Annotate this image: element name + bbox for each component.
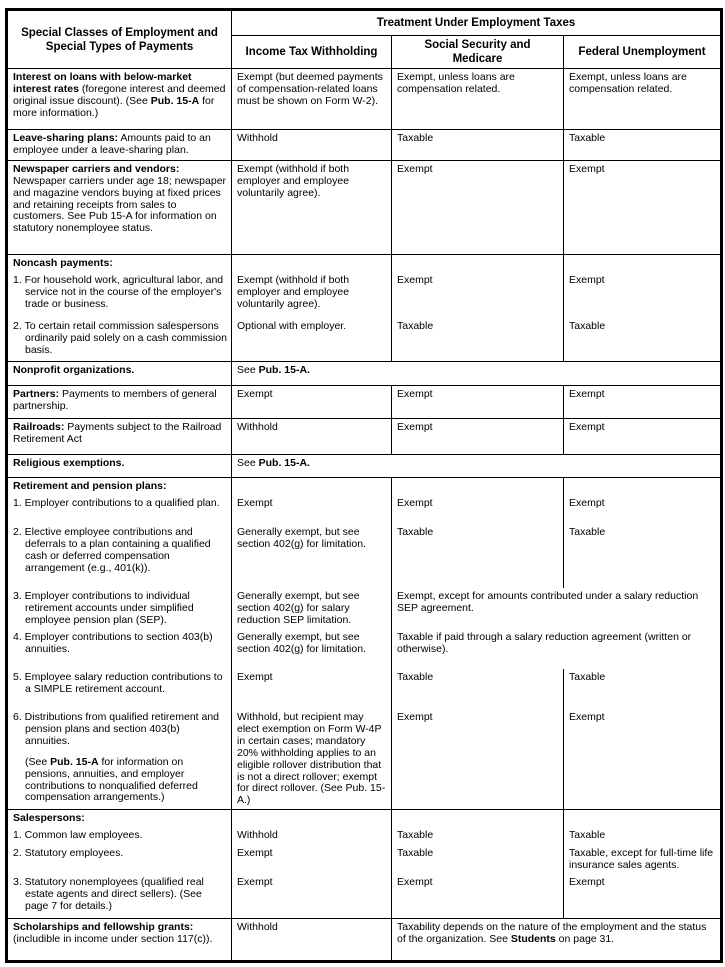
header-special-classes: Special Classes of Employment and Special Types of Payments [7, 10, 232, 69]
retirement-item6-withholding: Withhold, but recipient may elect exemption on Form W-4P in certain cases; mandatory 20% withholding applies to an eligible rollover distribution that is not a direct rollover; exempt for direct rollover. (See Pub. 15-A.) [232, 709, 392, 809]
leave-sharing-futa: Taxable [564, 130, 722, 161]
row-noncash-item2 [7, 318, 722, 362]
noncash-item1-description: 1. For household work, agricultural labor, and service not in the course of the employer's trade or business. [7, 272, 232, 318]
retirement-item3-withholding: Generally exempt, but see section 402(g) for salary reduction SEP limitation. [232, 588, 392, 629]
retirement-header-label: Retirement and pension plans: [7, 478, 232, 495]
retirement-item2-withholding: Generally exempt, but see section 402(g) for limitation. [232, 524, 392, 588]
retirement-header-withholding [232, 478, 392, 495]
retirement-item4-withholding: Generally exempt, but see section 402(g) for limitation. [232, 629, 392, 669]
retirement-item2-ss-medicare: Taxable [392, 524, 564, 588]
noncash-item2-ss-medicare: Taxable [392, 318, 564, 362]
interest-loans-withholding: Exempt (but deemed payments of compensation-related loans must be shown on Form W-2). [232, 69, 392, 130]
retirement-item5-withholding: Exempt [232, 669, 392, 709]
noncash-item1-futa: Exempt [564, 272, 722, 318]
retirement-header-ss-medicare [392, 478, 564, 495]
row-salespersons-header [7, 810, 722, 827]
retirement-item5-description: 5. Employee salary reduction contributions to a SIMPLE retirement account. [7, 669, 232, 709]
retirement-item5-ss-medicare: Taxable [392, 669, 564, 709]
noncash-header-label: Noncash payments: [7, 255, 232, 272]
noncash-header-withholding [232, 255, 392, 272]
retirement-item3-treatment: Exempt, except for amounts contributed under a salary reduction SEP agreement. [392, 588, 722, 629]
partners-futa: Exempt [564, 386, 722, 419]
row-noncash-item1 [7, 272, 722, 318]
noncash-item2-withholding: Optional with employer. [232, 318, 392, 362]
retirement-item6-futa: Exempt [564, 709, 722, 809]
row-scholarships [7, 919, 722, 962]
noncash-item1-withholding: Exempt (withhold if both employer and employee voluntarily agree). [232, 272, 392, 318]
retirement-item4-description: 4. Employer contributions to section 403(b) annuities. [7, 629, 232, 669]
retirement-item2-description: 2. Elective employee contributions and deferrals to a plan containing a qualified cash or deferred compensation arrangement (e.g., 401(k)). [7, 524, 232, 588]
noncash-item2-description: 2. To certain retail commission salespersons ordinarily paid solely on a cash commission basis. [7, 318, 232, 362]
salespersons-item1-futa: Taxable [564, 827, 722, 845]
row-partners [7, 386, 722, 419]
leave-sharing-ss-medicare: Taxable [392, 130, 564, 161]
scholarships-withholding: Withhold [232, 919, 392, 962]
railroads-description: Railroads: Payments subject to the Railroad Retirement Act [7, 419, 232, 455]
header-social-security-medicare: Social Security and Medicare [392, 36, 564, 69]
newspaper-withholding: Exempt (withhold if both employer and employee voluntarily agree). [232, 161, 392, 255]
salespersons-item2-withholding: Exempt [232, 845, 392, 874]
header-federal-unemployment: Federal Unemployment [564, 36, 722, 69]
retirement-item1-withholding: Exempt [232, 495, 392, 524]
nonprofit-description: Nonprofit organizations. [7, 362, 232, 386]
leave-sharing-withholding: Withhold [232, 130, 392, 161]
row-retirement-item1 [7, 495, 722, 524]
employment-taxes-table [5, 8, 723, 963]
noncash-item2-futa: Taxable [564, 318, 722, 362]
interest-loans-futa: Exempt, unless loans are compensation related. [564, 69, 722, 130]
row-retirement-item6 [7, 709, 722, 809]
retirement-item3-description: 3. Employer contributions to individual retirement accounts under simplified employee pension plan (SEP). [7, 588, 232, 629]
row-interest-loans [7, 69, 722, 130]
noncash-header-ss-medicare [392, 255, 564, 272]
row-leave-sharing [7, 130, 722, 161]
header-treatment-title: Treatment Under Employment Taxes [232, 10, 722, 36]
row-newspaper-carriers [7, 161, 722, 255]
partners-withholding: Exempt [232, 386, 392, 419]
salespersons-item2-description: 2. Statutory employees. [7, 845, 232, 874]
retirement-item6-ss-medicare: Exempt [392, 709, 564, 809]
row-retirement-item3 [7, 588, 722, 629]
partners-description: Partners: Payments to members of general partnership. [7, 386, 232, 419]
interest-loans-description: Interest on loans with below-market interest rates (foregone interest and deemed original issue discount). (See Pub. 15-A for more information.) [7, 69, 232, 130]
row-religious [7, 455, 722, 478]
salespersons-item2-futa: Taxable, except for full-time life insurance sales agents. [564, 845, 722, 874]
scholarships-treatment: Taxability depends on the nature of the employment and the status of the organization. See Students on page 31. [392, 919, 722, 962]
salespersons-item1-description: 1. Common law employees. [7, 827, 232, 845]
salespersons-header-withholding [232, 810, 392, 827]
noncash-header-futa [564, 255, 722, 272]
salespersons-header-futa [564, 810, 722, 827]
salespersons-item3-withholding: Exempt [232, 874, 392, 919]
salespersons-item1-ss-medicare: Taxable [392, 827, 564, 845]
railroads-ss-medicare: Exempt [392, 419, 564, 455]
retirement-item1-ss-medicare: Exempt [392, 495, 564, 524]
header-income-tax-withholding: Income Tax Withholding [232, 36, 392, 69]
row-retirement-item2 [7, 524, 722, 588]
retirement-header-futa [564, 478, 722, 495]
retirement-item1-description: 1. Employer contributions to a qualified plan. [7, 495, 232, 524]
salespersons-header-ss-medicare [392, 810, 564, 827]
leave-sharing-description: Leave-sharing plans: Amounts paid to an employee under a leave-sharing plan. [7, 130, 232, 161]
retirement-item5-futa: Taxable [564, 669, 722, 709]
retirement-item2-futa: Taxable [564, 524, 722, 588]
row-railroads [7, 419, 722, 455]
row-salespersons-item2 [7, 845, 722, 874]
noncash-item1-ss-medicare: Exempt [392, 272, 564, 318]
salespersons-item2-ss-medicare: Taxable [392, 845, 564, 874]
salespersons-item3-description: 3. Statutory nonemployees (qualified real estate agents and direct sellers). (See page 7 for details.) [7, 874, 232, 919]
retirement-item1-futa: Exempt [564, 495, 722, 524]
salespersons-item3-futa: Exempt [564, 874, 722, 919]
religious-treatment: See Pub. 15-A. [232, 455, 722, 478]
row-retirement-item5 [7, 669, 722, 709]
header-row-treatment [7, 10, 722, 36]
newspaper-description: Newspaper carriers and vendors: Newspaper carriers under age 18; newspaper and magazine vendors buying at fixed prices and retaining receipts from sales to customers. See Pub 15-A for information on statutory nonemployee status. [7, 161, 232, 255]
salespersons-item3-ss-medicare: Exempt [392, 874, 564, 919]
scholarships-description: Scholarships and fellowship grants: (includible in income under section 117(c)). [7, 919, 232, 962]
newspaper-ss-medicare: Exempt [392, 161, 564, 255]
row-retirement-header [7, 478, 722, 495]
interest-loans-ss-medicare: Exempt, unless loans are compensation related. [392, 69, 564, 130]
religious-description: Religious exemptions. [7, 455, 232, 478]
retirement-item4-treatment: Taxable if paid through a salary reduction agreement (written or otherwise). [392, 629, 722, 669]
salespersons-header-label: Salespersons: [7, 810, 232, 827]
railroads-futa: Exempt [564, 419, 722, 455]
row-salespersons-item1 [7, 827, 722, 845]
salespersons-item1-withholding: Withhold [232, 827, 392, 845]
newspaper-futa: Exempt [564, 161, 722, 255]
row-noncash-header [7, 255, 722, 272]
row-nonprofit [7, 362, 722, 386]
railroads-withholding: Withhold [232, 419, 392, 455]
nonprofit-treatment: See Pub. 15-A. [232, 362, 722, 386]
partners-ss-medicare: Exempt [392, 386, 564, 419]
row-retirement-item4 [7, 629, 722, 669]
row-salespersons-item3 [7, 874, 722, 919]
retirement-item6-description: 6. Distributions from qualified retirement and pension plans and section 403(b) annuities. (See Pub. 15-A for information on pensions, annuities, and employer contributions to nonqualified deferred compensation arrangements.) [7, 709, 232, 809]
